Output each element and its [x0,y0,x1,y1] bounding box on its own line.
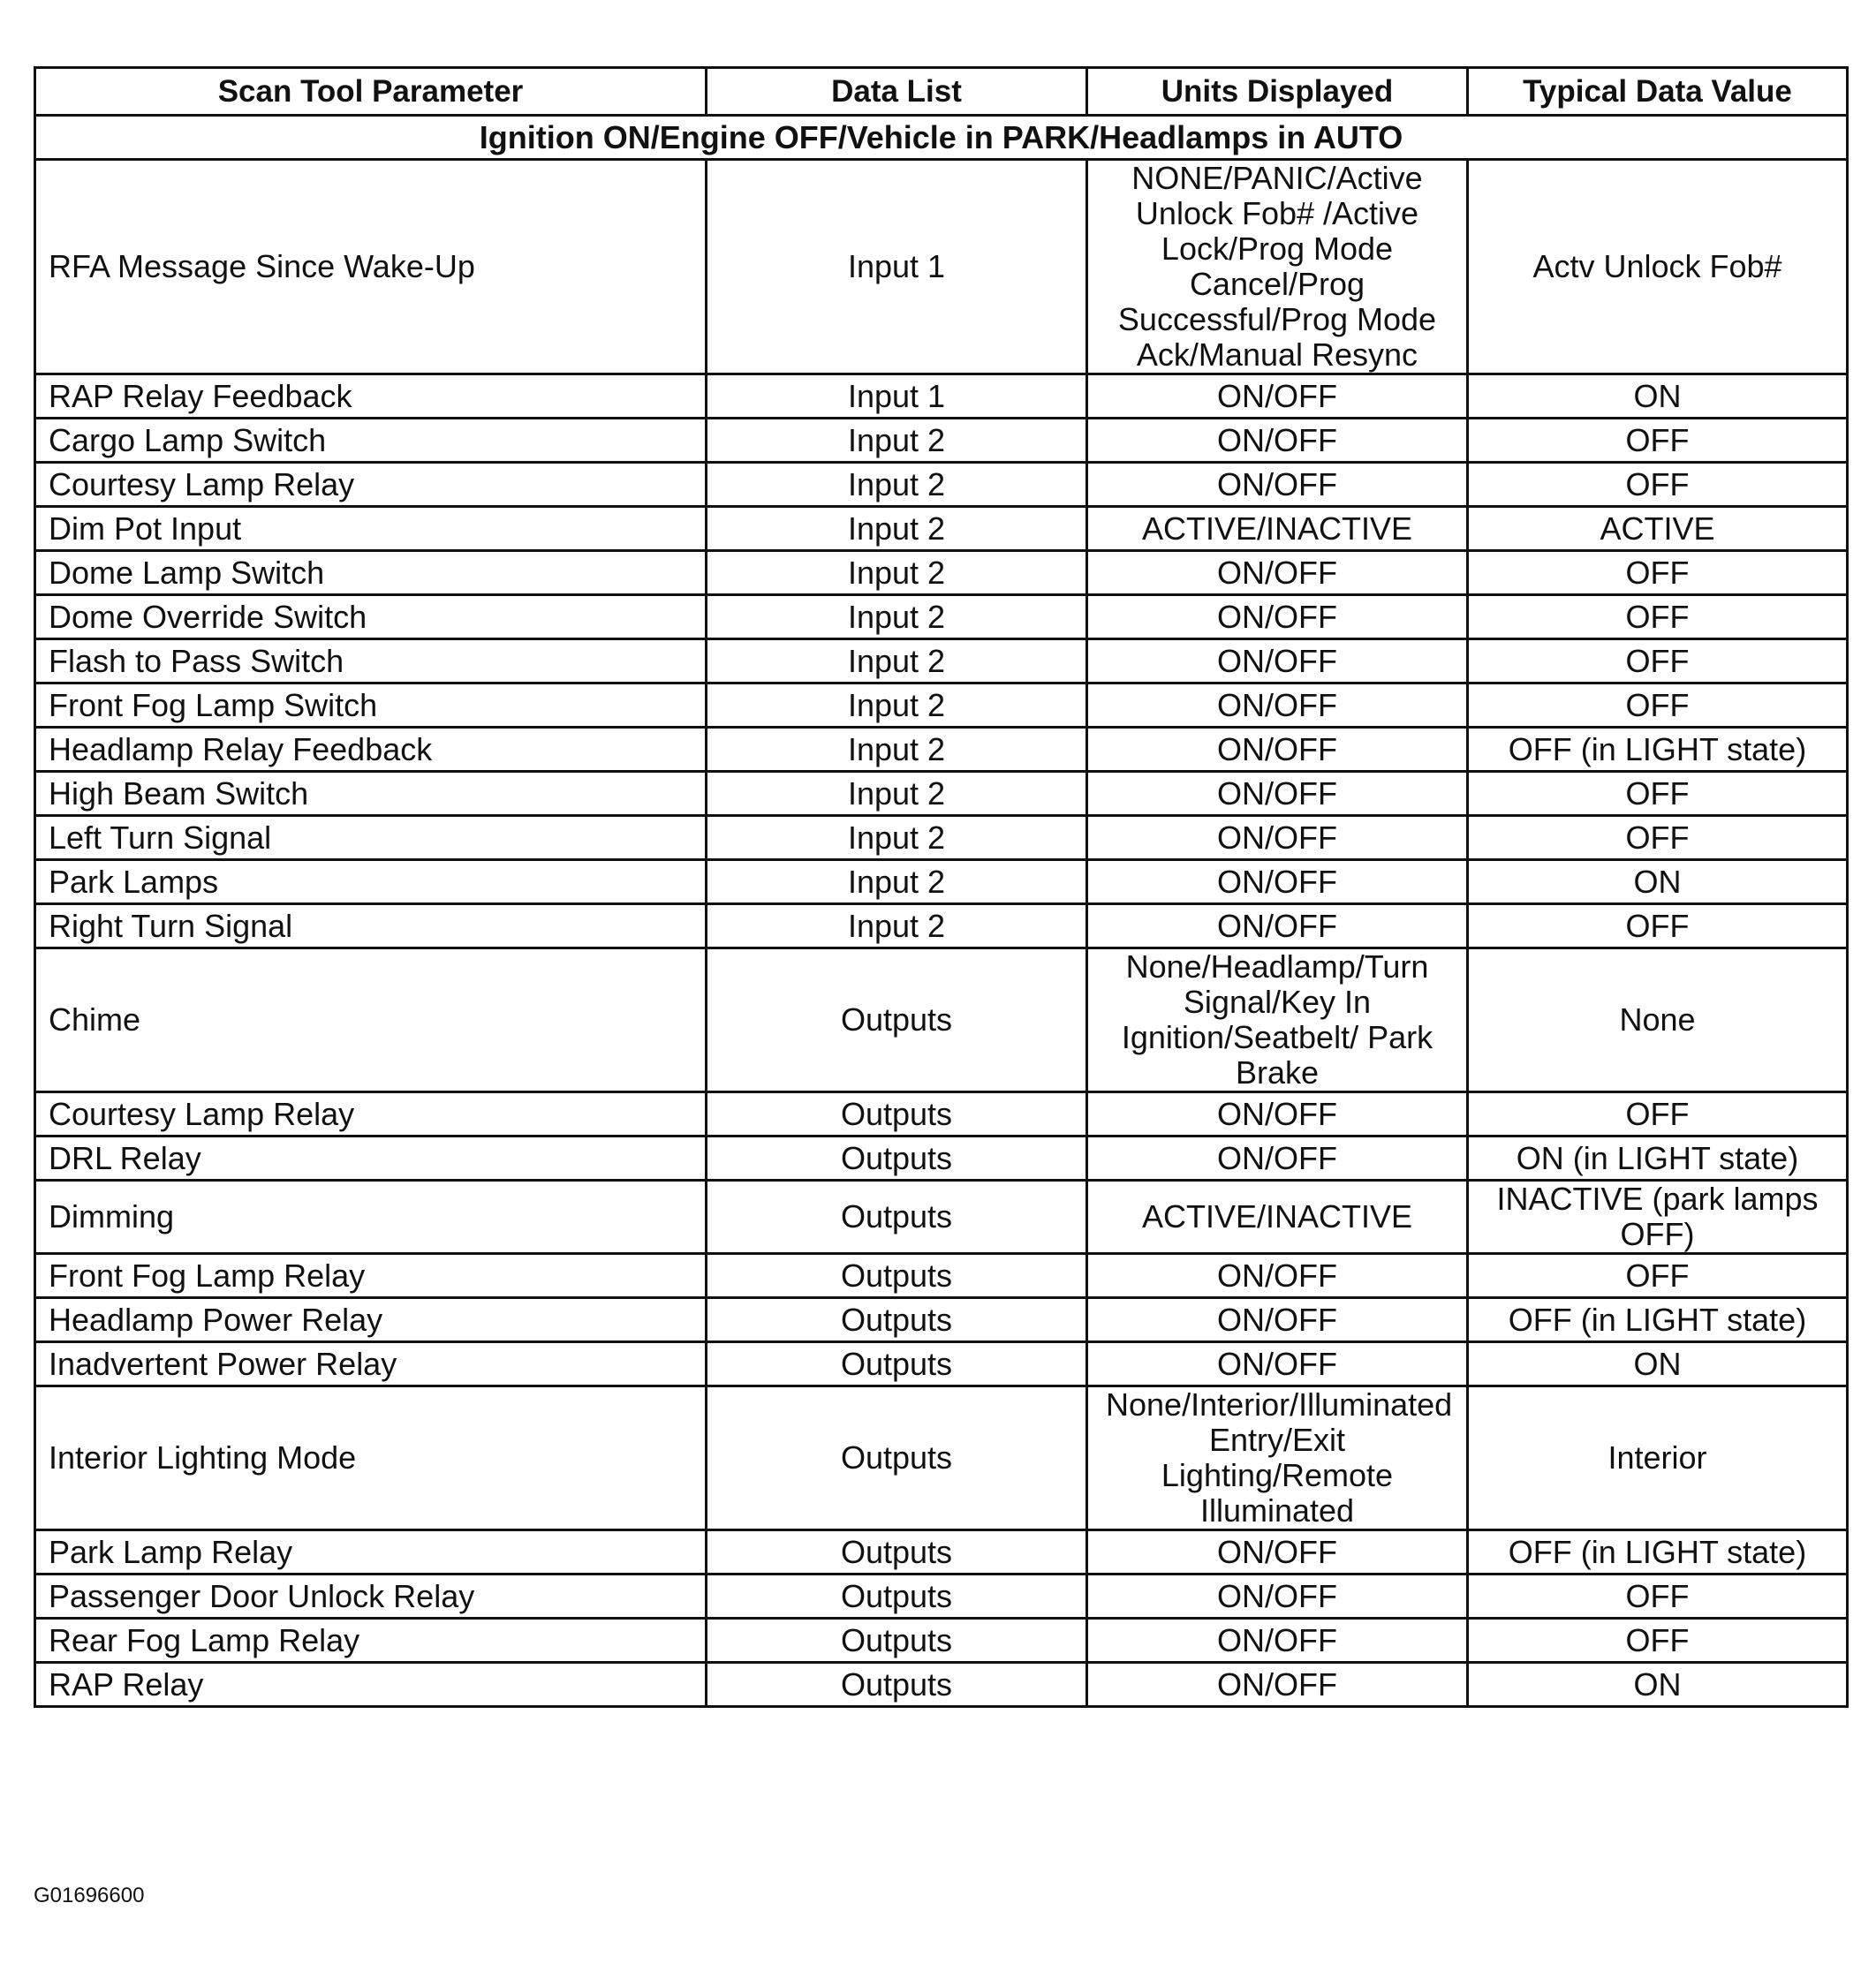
cell-units-displayed: None/Interior/Illuminated Entry/Exit Lighting/Remote Illuminated [1087,1386,1468,1530]
cell-parameter: Dim Pot Input [35,507,707,551]
cell-data-list: Input 2 [707,419,1087,463]
table-row [35,860,1848,904]
cell-parameter: Chime [35,948,707,1092]
cell-units-displayed: ON/OFF [1087,1575,1468,1619]
cell-parameter: Dome Lamp Switch [35,551,707,595]
table-row [35,1137,1848,1181]
cell-typical-data-value: OFF [1468,639,1848,683]
cell-parameter: Left Turn Signal [35,816,707,860]
cell-data-list: Input 2 [707,816,1087,860]
cell-typical-data-value: OFF [1468,551,1848,595]
cell-units-displayed: ON/OFF [1087,639,1468,683]
cell-parameter: Rear Fog Lamp Relay [35,1619,707,1663]
cell-typical-data-value: OFF (in LIGHT state) [1468,728,1848,772]
cell-parameter: Headlamp Power Relay [35,1298,707,1342]
cell-data-list: Input 2 [707,507,1087,551]
table-row [35,374,1848,419]
cell-typical-data-value: OFF [1468,1619,1848,1663]
cell-units-displayed: ON/OFF [1087,1342,1468,1386]
cell-units-displayed: ON/OFF [1087,374,1468,419]
scan-tool-data-table [34,66,1849,1708]
cell-parameter: High Beam Switch [35,772,707,816]
table-row [35,1530,1848,1575]
cell-typical-data-value: OFF [1468,595,1848,639]
header-typical-data-value: Typical Data Value [1468,68,1848,116]
table-row [35,1181,1848,1254]
cell-units-displayed: ON/OFF [1087,1619,1468,1663]
table-row [35,904,1848,948]
cell-typical-data-value: ON [1468,1342,1848,1386]
cell-data-list: Input 2 [707,595,1087,639]
table-row [35,507,1848,551]
section-row [35,116,1848,160]
cell-parameter: Cargo Lamp Switch [35,419,707,463]
cell-typical-data-value: OFF [1468,904,1848,948]
table-row [35,1386,1848,1530]
header-row [35,68,1848,116]
cell-data-list: Input 2 [707,639,1087,683]
cell-units-displayed: None/Headlamp/Turn Signal/Key In Ignition/Seatbelt/ Park Brake [1087,948,1468,1092]
table-row [35,160,1848,374]
cell-typical-data-value: INACTIVE (park lamps OFF) [1468,1181,1848,1254]
cell-typical-data-value: OFF [1468,1575,1848,1619]
table-row [35,948,1848,1092]
cell-data-list: Outputs [707,1386,1087,1530]
table-row [35,683,1848,728]
cell-data-list: Input 2 [707,728,1087,772]
cell-data-list: Outputs [707,1663,1087,1707]
cell-parameter: Park Lamp Relay [35,1530,707,1575]
cell-data-list: Input 2 [707,772,1087,816]
header-data-list: Data List [707,68,1087,116]
header-scan-tool-parameter: Scan Tool Parameter [35,68,707,116]
table-row [35,816,1848,860]
cell-units-displayed: ON/OFF [1087,1092,1468,1137]
table-row [35,463,1848,507]
cell-data-list: Input 1 [707,374,1087,419]
cell-typical-data-value: None [1468,948,1848,1092]
cell-parameter: Courtesy Lamp Relay [35,463,707,507]
cell-typical-data-value: Interior [1468,1386,1848,1530]
cell-parameter: RFA Message Since Wake-Up [35,160,707,374]
cell-typical-data-value: ON [1468,374,1848,419]
cell-parameter: RAP Relay Feedback [35,374,707,419]
cell-parameter: Inadvertent Power Relay [35,1342,707,1386]
cell-data-list: Outputs [707,1342,1087,1386]
cell-data-list: Outputs [707,1092,1087,1137]
section-title: Ignition ON/Engine OFF/Vehicle in PARK/Headlamps in AUTO [35,116,1848,160]
cell-data-list: Input 2 [707,860,1087,904]
cell-parameter: Park Lamps [35,860,707,904]
table-row [35,1092,1848,1137]
cell-parameter: RAP Relay [35,1663,707,1707]
table-row [35,772,1848,816]
table-row [35,595,1848,639]
cell-parameter: Front Fog Lamp Relay [35,1254,707,1298]
cell-units-displayed: ON/OFF [1087,1298,1468,1342]
cell-data-list: Outputs [707,1181,1087,1254]
cell-units-displayed: ON/OFF [1087,816,1468,860]
cell-units-displayed: ACTIVE/INACTIVE [1087,507,1468,551]
cell-parameter: Interior Lighting Mode [35,1386,707,1530]
cell-units-displayed: ON/OFF [1087,860,1468,904]
cell-typical-data-value: OFF [1468,419,1848,463]
table-body [35,116,1848,1707]
cell-data-list: Input 2 [707,463,1087,507]
cell-data-list: Outputs [707,1137,1087,1181]
table-row [35,1298,1848,1342]
cell-typical-data-value: OFF (in LIGHT state) [1468,1298,1848,1342]
cell-units-displayed: ON/OFF [1087,595,1468,639]
cell-units-displayed: ON/OFF [1087,1254,1468,1298]
table-row [35,639,1848,683]
cell-units-displayed: ON/OFF [1087,772,1468,816]
cell-units-displayed: ON/OFF [1087,419,1468,463]
cell-typical-data-value: OFF [1468,1092,1848,1137]
table-row [35,1619,1848,1663]
table-row [35,551,1848,595]
cell-parameter: Front Fog Lamp Switch [35,683,707,728]
cell-typical-data-value: OFF [1468,683,1848,728]
cell-data-list: Outputs [707,1575,1087,1619]
cell-typical-data-value: ACTIVE [1468,507,1848,551]
cell-parameter: Dome Override Switch [35,595,707,639]
cell-parameter: Headlamp Relay Feedback [35,728,707,772]
cell-typical-data-value: OFF [1468,1254,1848,1298]
cell-units-displayed: ON/OFF [1087,463,1468,507]
table-row [35,728,1848,772]
cell-parameter: Right Turn Signal [35,904,707,948]
scan-tool-data-sheet [34,66,1846,1708]
cell-units-displayed: ON/OFF [1087,1530,1468,1575]
cell-typical-data-value: OFF [1468,816,1848,860]
table-row [35,1575,1848,1619]
cell-typical-data-value: OFF [1468,772,1848,816]
cell-units-displayed: NONE/PANIC/Active Unlock Fob# /Active Lock/Prog Mode Cancel/Prog Successful/Prog Mode Ack/Manual Resync [1087,160,1468,374]
cell-data-list: Outputs [707,1298,1087,1342]
cell-typical-data-value: OFF (in LIGHT state) [1468,1530,1848,1575]
figure-id: G01696600 [34,1884,145,1907]
cell-typical-data-value: ON (in LIGHT state) [1468,1137,1848,1181]
header-units-displayed: Units Displayed [1087,68,1468,116]
cell-typical-data-value: Actv Unlock Fob# [1468,160,1848,374]
cell-data-list: Input 2 [707,551,1087,595]
cell-parameter: Courtesy Lamp Relay [35,1092,707,1137]
cell-units-displayed: ON/OFF [1087,1137,1468,1181]
cell-typical-data-value: ON [1468,1663,1848,1707]
table-row [35,1254,1848,1298]
cell-data-list: Outputs [707,1619,1087,1663]
cell-data-list: Input 2 [707,904,1087,948]
cell-typical-data-value: ON [1468,860,1848,904]
cell-typical-data-value: OFF [1468,463,1848,507]
cell-parameter: Flash to Pass Switch [35,639,707,683]
cell-units-displayed: ON/OFF [1087,1663,1468,1707]
table-row [35,419,1848,463]
cell-parameter: DRL Relay [35,1137,707,1181]
cell-data-list: Outputs [707,1530,1087,1575]
cell-data-list: Outputs [707,1254,1087,1298]
cell-units-displayed: ACTIVE/INACTIVE [1087,1181,1468,1254]
cell-data-list: Input 1 [707,160,1087,374]
cell-units-displayed: ON/OFF [1087,551,1468,595]
cell-units-displayed: ON/OFF [1087,683,1468,728]
table-row [35,1342,1848,1386]
cell-data-list: Outputs [707,948,1087,1092]
cell-units-displayed: ON/OFF [1087,904,1468,948]
cell-parameter: Dimming [35,1181,707,1254]
cell-data-list: Input 2 [707,683,1087,728]
cell-parameter: Passenger Door Unlock Relay [35,1575,707,1619]
table-row [35,1663,1848,1707]
cell-units-displayed: ON/OFF [1087,728,1468,772]
